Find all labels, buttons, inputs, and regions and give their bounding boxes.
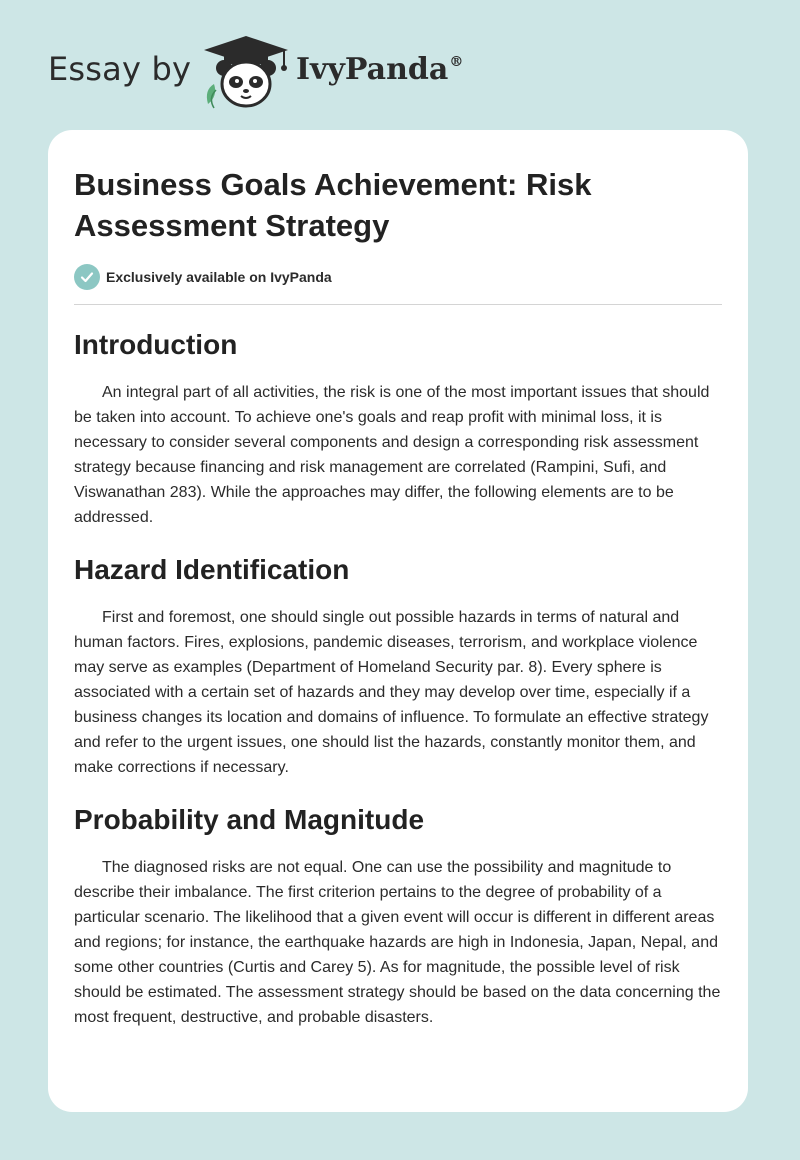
brand-name-text: IvyPanda bbox=[296, 52, 449, 87]
section-paragraph-probability-magnitude: The diagnosed risks are not equal. One can use the possibility and magnitude to describe their imbalance. The first criterion pertains to the degree of probability of a particular scenario. The likelihood that a given event will occur is different in different areas and regions; for instance, the earthquake hazards are high in Indonesia, Japan, Nepal, and some other countries (Curtis and Carey 5). As for magnitude, the possible level of risk should be estimated. The assessment strategy should be based on the data concerning the most frequent, destructive, and probable disasters. bbox=[74, 859, 721, 1026]
section-paragraph-hazard-identification: First and foremost, one should single out possible hazards in terms of natural and human factors. Fires, explosions, pandemic diseases, terrorism, and workplace violence may serve as examples (Department of Homeland Security par. 8). Every sphere is associated with a certain set of hazards and they may develop over time, especially if a business changes its location and domains of influence. To formulate an effective strategy and refer to the urgent issues, one should list the hazards, constantly monitor them, and make corrections if necessary. bbox=[74, 609, 709, 776]
section-heading-introduction: Introduction bbox=[74, 329, 238, 360]
page-title: Business Goals Achievement: Risk Assessment Strategy bbox=[74, 167, 592, 243]
brand-name[interactable] bbox=[296, 52, 463, 87]
check-icon bbox=[80, 270, 94, 284]
exclusive-badge bbox=[74, 264, 722, 290]
section-paragraph-introduction: An integral part of all activities, the risk is one of the most important issues that should be taken into account. To achieve one's goals and reap profit with minimal loss, it is necessary to consider several components and design a corresponding risk assessment strategy because financing and risk management are correlated (Rampini, Sufi, and Viswanathan 283). While the approaches may differ, the following elements are to be addressed. bbox=[74, 384, 710, 526]
section-heading-probability-magnitude: Probability and Magnitude bbox=[74, 804, 425, 835]
exclusive-label: Exclusively available on IvyPanda bbox=[106, 269, 332, 285]
section-heading-hazard-identification: Hazard Identification bbox=[74, 554, 350, 585]
essay-by-label: Essay by bbox=[48, 50, 192, 88]
site-header bbox=[0, 0, 800, 130]
essay-content bbox=[74, 164, 722, 1030]
registered-mark: ® bbox=[449, 54, 464, 70]
essay-card bbox=[48, 130, 748, 1112]
divider bbox=[74, 304, 722, 305]
panda-graduate-icon[interactable] bbox=[200, 34, 292, 110]
check-circle-icon bbox=[74, 264, 100, 290]
